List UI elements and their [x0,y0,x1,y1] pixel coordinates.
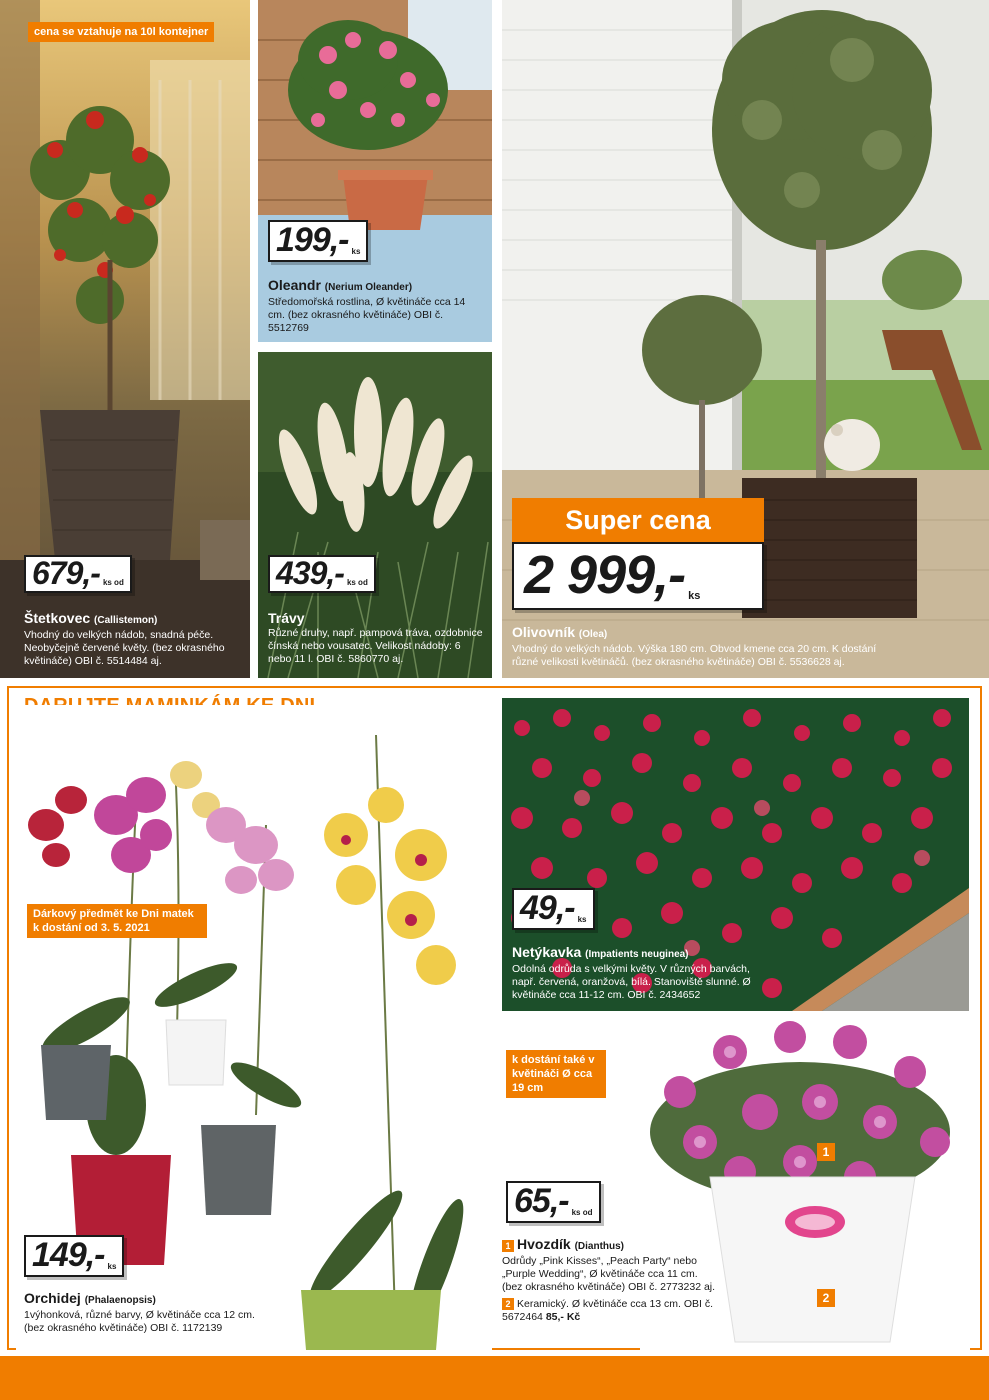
hvozdik-latin: (Dianthus) [574,1241,625,1252]
hvozdik-num-2: 2 [502,1298,514,1310]
olivovnik-price-amount: 2 999,- [524,545,686,605]
travy-text: Různé druhy, např. pampová tráva, ozdobnice čínská nebo vousatec. Velikost nádoby: 6 nebo 11 l. OBI č. 5860770 aj. [268,627,483,665]
stetkovec-latin: (Callistemon) [94,615,158,626]
stetkovec-price [24,555,132,593]
hvozdik-num-1: 1 [502,1240,514,1252]
oleandr-latin: (Nerium Oleander) [324,282,413,293]
travy-price [268,555,376,593]
orchidej-desc [24,1290,274,1335]
netykavka-latin: (Impatients neuginea) [585,949,689,960]
orchidej-text: 1výhonková, různé barvy, Ø květináče cca 12 cm. (bez okrasného květináče) OBI č. 1172139 [24,1309,255,1334]
orchidej-title: Orchidej [24,1290,81,1306]
stetkovec-title: Štetkovec [24,610,91,626]
netykavka-text: Odolná odrůda s velkými květy. V různých barvách, např. červená, oranžová, bílá. Stanoviště slunné. Ø květináče cca 11-12 cm. OBI č. 2434652 [512,963,751,1001]
stetkovec-price-amount: 679,- [32,555,100,591]
hvozdik-ceramic-text: Keramický. Ø květináče cca 13 cm. OBI č. 5672464 [502,1298,714,1323]
travy-price-amount: 439,- [276,555,344,591]
pot-available-tag: k dostání také v květináči Ø cca 19 cm [506,1050,606,1098]
orchidej-price-unit: ks [107,1262,117,1271]
stetkovec-desc [24,610,244,668]
oleandr-desc [268,277,483,335]
olivovnik-text: Vhodný do velkých nádob. Výška 180 cm. Obvod kmene cca 20 cm. K dostání různé velikosti květináčů. (bez okrasného květináče) OBI č. 5536628 aj. [512,643,877,668]
oleandr-price [268,220,368,262]
travy-desc [268,610,483,666]
stetkovec-price-unit: ks od [102,578,124,587]
oleandr-title: Oleandr [268,277,321,293]
hvozdik-desc [502,1236,717,1324]
netykavka-price-amount: 49,- [520,889,575,927]
orchidej-latin: (Phalaenopsis) [84,1295,156,1306]
hvozdik-price [506,1181,601,1223]
mothers-gift-tag: Dárkový předmět ke Dni matek k dostání od 3. 5. 2021 [27,904,207,938]
olivovnik-latin: (Olea) [578,629,608,640]
olivovnik-desc [512,624,882,669]
olivovnik-price [512,542,764,610]
oleandr-price-amount: 199,- [276,221,349,259]
olivovnik-price-unit: ks [688,590,701,602]
netykavka-price [512,888,595,930]
hvozdik-ceramic-price: 85,- Kč [545,1311,581,1323]
hvozdik-price-unit: ks od [571,1208,593,1217]
container-tag: cena se vztahuje na 10l kontejner [28,22,214,42]
hvozdik-title: Hvozdík [517,1236,571,1252]
image-badge-2: 2 [817,1289,835,1307]
stetkovec-text: Vhodný do velkých nádob, snadná péče. Neobyčejně červené květy. (bez okrasného květináče) OBI č. 5514484 aj. [24,629,225,667]
oleandr-text: Středomořská rostlina, Ø květináče cca 14 cm. (bez okrasného květináče) OBI č. 5512769 [268,296,466,334]
travy-price-unit: ks od [346,578,368,587]
footer-bar [0,1356,989,1400]
orchidej-price-amount: 149,- [32,1236,105,1274]
olivovnik-title: Olivovník [512,624,576,640]
netykavka-price-unit: ks [577,915,587,924]
super-price-label: Super cena [512,498,764,542]
netykavka-title: Netýkavka [512,944,582,960]
orchidej-price [24,1235,124,1277]
hvozdik-price-amount: 65,- [514,1182,569,1220]
oleandr-price-unit: ks [351,247,361,256]
travy-title: Trávy [268,610,305,626]
image-badge-1: 1 [817,1143,835,1161]
hvozdik-text: Odrůdy „Pink Kisses“, „Peach Party“ nebo „Purple Wedding“, Ø květináče cca 11 cm. (bez okrasného květináče) OBI č. 2773232 aj. [502,1255,716,1293]
netykavka-desc [512,944,762,1002]
